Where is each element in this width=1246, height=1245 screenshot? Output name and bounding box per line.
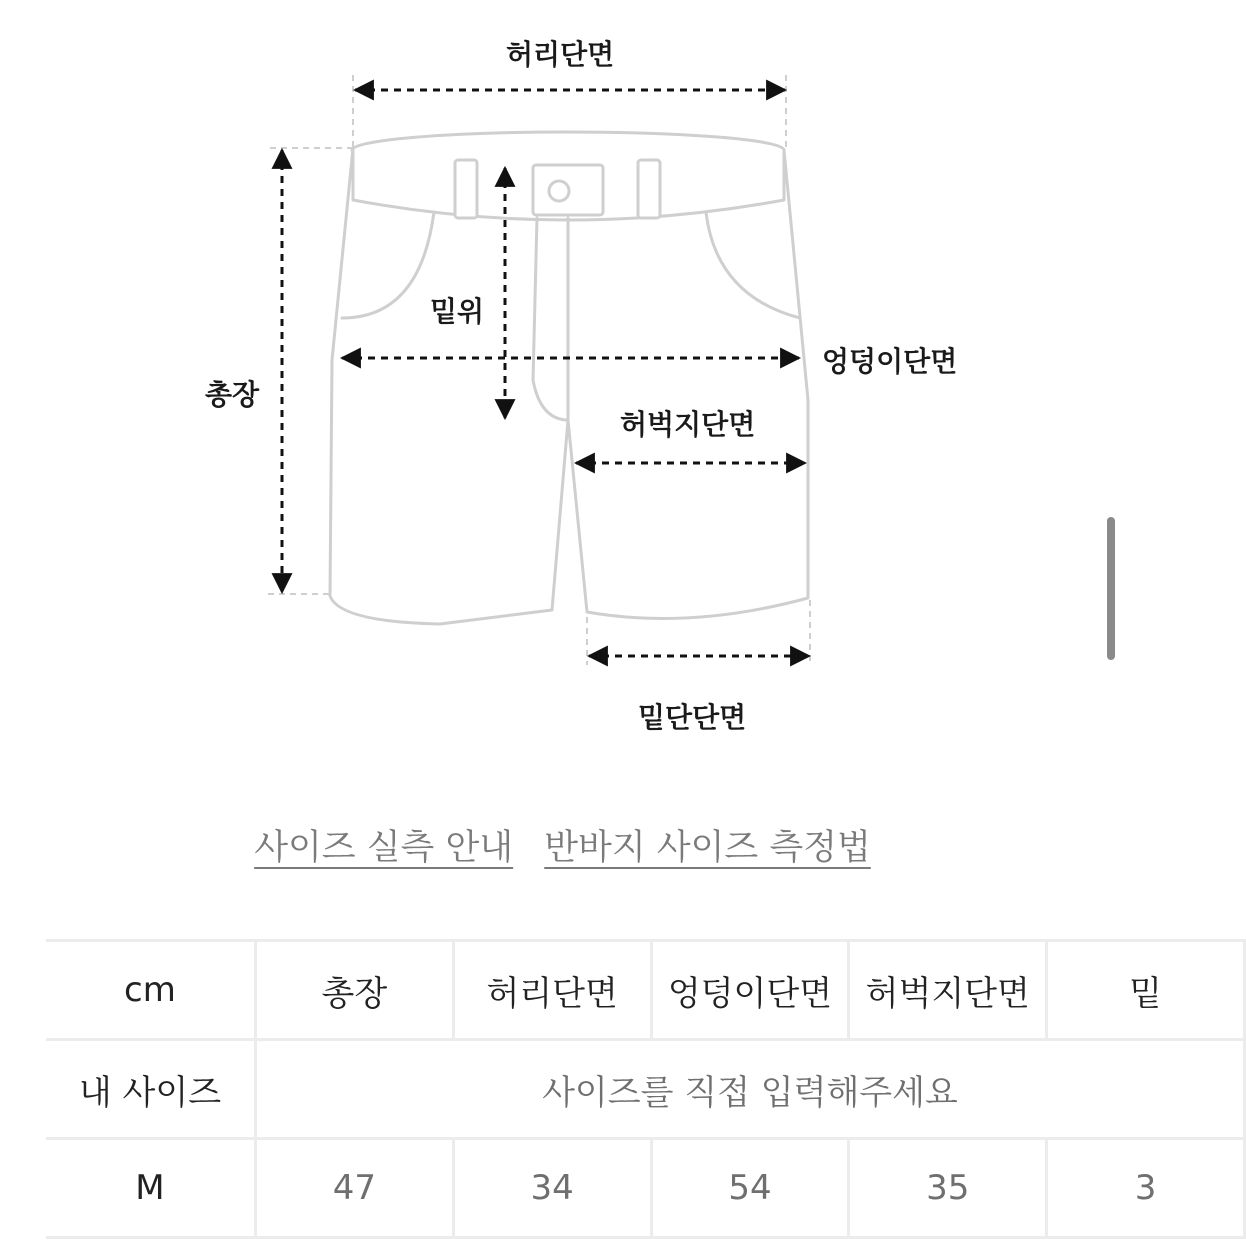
column-header: 허벅지단면 bbox=[849, 941, 1047, 1040]
size-guide-link[interactable]: 사이즈 실측 안내 bbox=[254, 828, 514, 868]
hem-label: 밑단단면 bbox=[638, 701, 747, 734]
measure-guide-link[interactable]: 반바지 사이즈 측정법 bbox=[544, 828, 871, 868]
table-row bbox=[46, 1139, 1245, 1238]
column-header: 총장 bbox=[255, 941, 453, 1040]
total-length-label: 총장 bbox=[205, 378, 260, 411]
table-cell: 3 bbox=[1047, 1139, 1245, 1238]
size-table bbox=[46, 939, 1246, 1239]
table-cell: 34 bbox=[453, 1139, 651, 1238]
table-cell: 54 bbox=[651, 1139, 849, 1238]
column-header: 밑 bbox=[1047, 941, 1245, 1040]
scrollbar[interactable] bbox=[1107, 517, 1115, 660]
hip-label: 엉덩이단면 bbox=[822, 345, 958, 378]
size-label: M bbox=[46, 1139, 255, 1238]
my-size-label: 내 사이즈 bbox=[46, 1040, 255, 1139]
table-header-row bbox=[46, 941, 1245, 1040]
table-cell: 35 bbox=[849, 1139, 1047, 1238]
table-cell: 47 bbox=[255, 1139, 453, 1238]
column-header: 허리단면 bbox=[453, 941, 651, 1040]
my-size-input[interactable]: 사이즈를 직접 입력해주세요 bbox=[255, 1040, 1244, 1139]
thigh-label: 허벅지단면 bbox=[620, 408, 756, 441]
rise-label: 밑위 bbox=[430, 295, 485, 328]
column-header: 엉덩이단면 bbox=[651, 941, 849, 1040]
size-guide-links bbox=[0, 820, 1125, 870]
waist-label: 허리단면 bbox=[506, 38, 615, 71]
unit-header: cm bbox=[46, 941, 255, 1040]
my-size-row bbox=[46, 1040, 1245, 1139]
